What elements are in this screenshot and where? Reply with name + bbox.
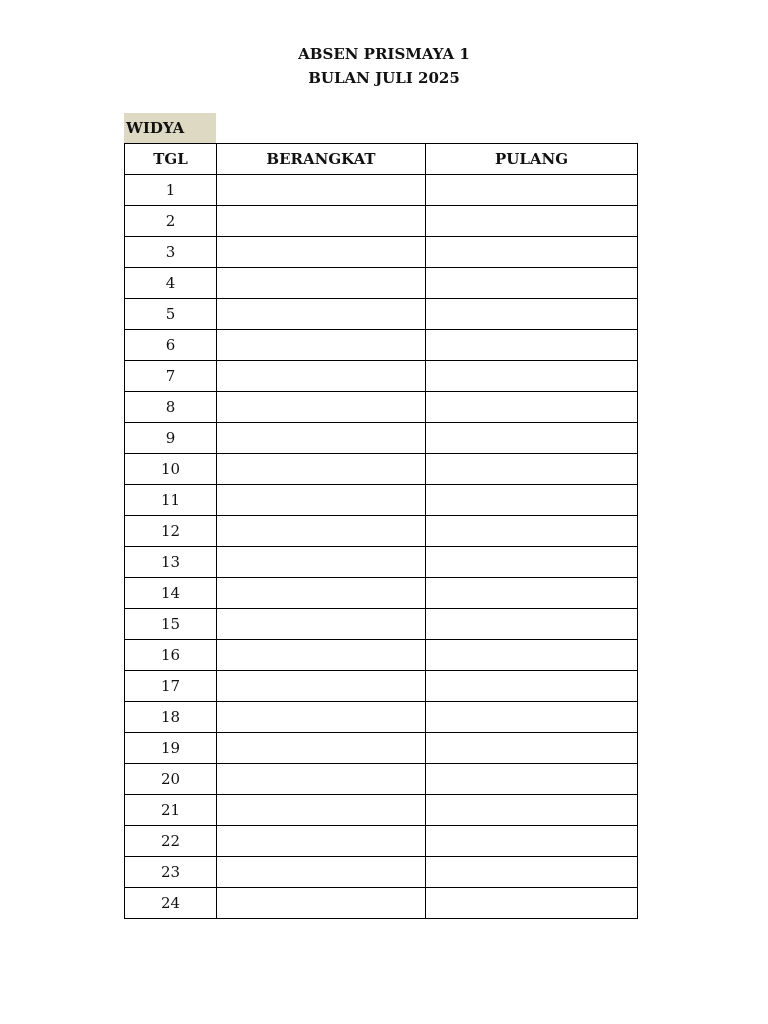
cell-berangkat[interactable]: [217, 547, 426, 578]
attendance-table-body: [125, 175, 638, 919]
cell-pulang[interactable]: [426, 516, 638, 547]
table-row: [125, 764, 638, 795]
cell-pulang[interactable]: [426, 640, 638, 671]
cell-berangkat[interactable]: [217, 175, 426, 206]
cell-pulang[interactable]: [426, 206, 638, 237]
cell-tgl: 2: [125, 206, 217, 237]
cell-pulang[interactable]: [426, 423, 638, 454]
person-name-label: WIDYA: [124, 113, 216, 143]
cell-berangkat[interactable]: [217, 268, 426, 299]
table-row: [125, 237, 638, 268]
cell-pulang[interactable]: [426, 733, 638, 764]
cell-berangkat[interactable]: [217, 330, 426, 361]
table-row: [125, 795, 638, 826]
cell-berangkat[interactable]: [217, 888, 426, 919]
cell-tgl: 24: [125, 888, 217, 919]
cell-berangkat[interactable]: [217, 640, 426, 671]
table-row: [125, 299, 638, 330]
cell-pulang[interactable]: [426, 330, 638, 361]
cell-tgl: 9: [125, 423, 217, 454]
cell-tgl: 8: [125, 392, 217, 423]
cell-tgl: 16: [125, 640, 217, 671]
header-pulang: PULANG: [426, 144, 638, 175]
cell-pulang[interactable]: [426, 485, 638, 516]
cell-pulang[interactable]: [426, 547, 638, 578]
table-row: [125, 702, 638, 733]
table-row: [125, 547, 638, 578]
cell-tgl: 23: [125, 857, 217, 888]
cell-tgl: 3: [125, 237, 217, 268]
table-row: [125, 361, 638, 392]
header-tgl: TGL: [125, 144, 217, 175]
cell-berangkat[interactable]: [217, 826, 426, 857]
cell-tgl: 7: [125, 361, 217, 392]
table-row: [125, 330, 638, 361]
table-row: [125, 485, 638, 516]
cell-tgl: 1: [125, 175, 217, 206]
cell-berangkat[interactable]: [217, 485, 426, 516]
cell-berangkat[interactable]: [217, 361, 426, 392]
table-row: [125, 206, 638, 237]
cell-tgl: 22: [125, 826, 217, 857]
cell-pulang[interactable]: [426, 826, 638, 857]
table-row: [125, 640, 638, 671]
cell-pulang[interactable]: [426, 237, 638, 268]
table-row: [125, 175, 638, 206]
cell-tgl: 14: [125, 578, 217, 609]
cell-tgl: 21: [125, 795, 217, 826]
table-row: [125, 423, 638, 454]
cell-pulang[interactable]: [426, 268, 638, 299]
cell-tgl: 10: [125, 454, 217, 485]
table-row: [125, 578, 638, 609]
cell-berangkat[interactable]: [217, 795, 426, 826]
cell-berangkat[interactable]: [217, 206, 426, 237]
cell-berangkat[interactable]: [217, 454, 426, 485]
cell-pulang[interactable]: [426, 392, 638, 423]
cell-pulang[interactable]: [426, 671, 638, 702]
cell-tgl: 15: [125, 609, 217, 640]
cell-berangkat[interactable]: [217, 392, 426, 423]
cell-tgl: 19: [125, 733, 217, 764]
cell-berangkat[interactable]: [217, 578, 426, 609]
document-subtitle: BULAN JULI 2025: [308, 69, 460, 87]
cell-pulang[interactable]: [426, 795, 638, 826]
cell-pulang[interactable]: [426, 454, 638, 485]
cell-tgl: 11: [125, 485, 217, 516]
cell-tgl: 17: [125, 671, 217, 702]
table-row: [125, 671, 638, 702]
cell-berangkat[interactable]: [217, 609, 426, 640]
cell-berangkat[interactable]: [217, 857, 426, 888]
cell-pulang[interactable]: [426, 175, 638, 206]
cell-pulang[interactable]: [426, 299, 638, 330]
document-title: ABSEN PRISMAYA 1: [298, 45, 470, 63]
cell-pulang[interactable]: [426, 361, 638, 392]
cell-pulang[interactable]: [426, 702, 638, 733]
cell-berangkat[interactable]: [217, 237, 426, 268]
cell-tgl: 13: [125, 547, 217, 578]
cell-pulang[interactable]: [426, 888, 638, 919]
cell-tgl: 12: [125, 516, 217, 547]
cell-berangkat[interactable]: [217, 733, 426, 764]
cell-pulang[interactable]: [426, 764, 638, 795]
cell-pulang[interactable]: [426, 857, 638, 888]
table-header-row: [125, 144, 638, 175]
table-row: [125, 609, 638, 640]
cell-berangkat[interactable]: [217, 671, 426, 702]
cell-berangkat[interactable]: [217, 764, 426, 795]
cell-tgl: 4: [125, 268, 217, 299]
cell-berangkat[interactable]: [217, 299, 426, 330]
attendance-table: [124, 143, 638, 919]
table-row: [125, 516, 638, 547]
cell-pulang[interactable]: [426, 578, 638, 609]
cell-berangkat[interactable]: [217, 702, 426, 733]
cell-tgl: 20: [125, 764, 217, 795]
cell-pulang[interactable]: [426, 609, 638, 640]
cell-tgl: 18: [125, 702, 217, 733]
cell-berangkat[interactable]: [217, 516, 426, 547]
table-row: [125, 826, 638, 857]
cell-tgl: 5: [125, 299, 217, 330]
table-row: [125, 888, 638, 919]
cell-tgl: 6: [125, 330, 217, 361]
table-row: [125, 268, 638, 299]
table-row: [125, 733, 638, 764]
table-row: [125, 857, 638, 888]
table-row: [125, 454, 638, 485]
table-row: [125, 392, 638, 423]
header-berangkat: BERANGKAT: [217, 144, 426, 175]
cell-berangkat[interactable]: [217, 423, 426, 454]
